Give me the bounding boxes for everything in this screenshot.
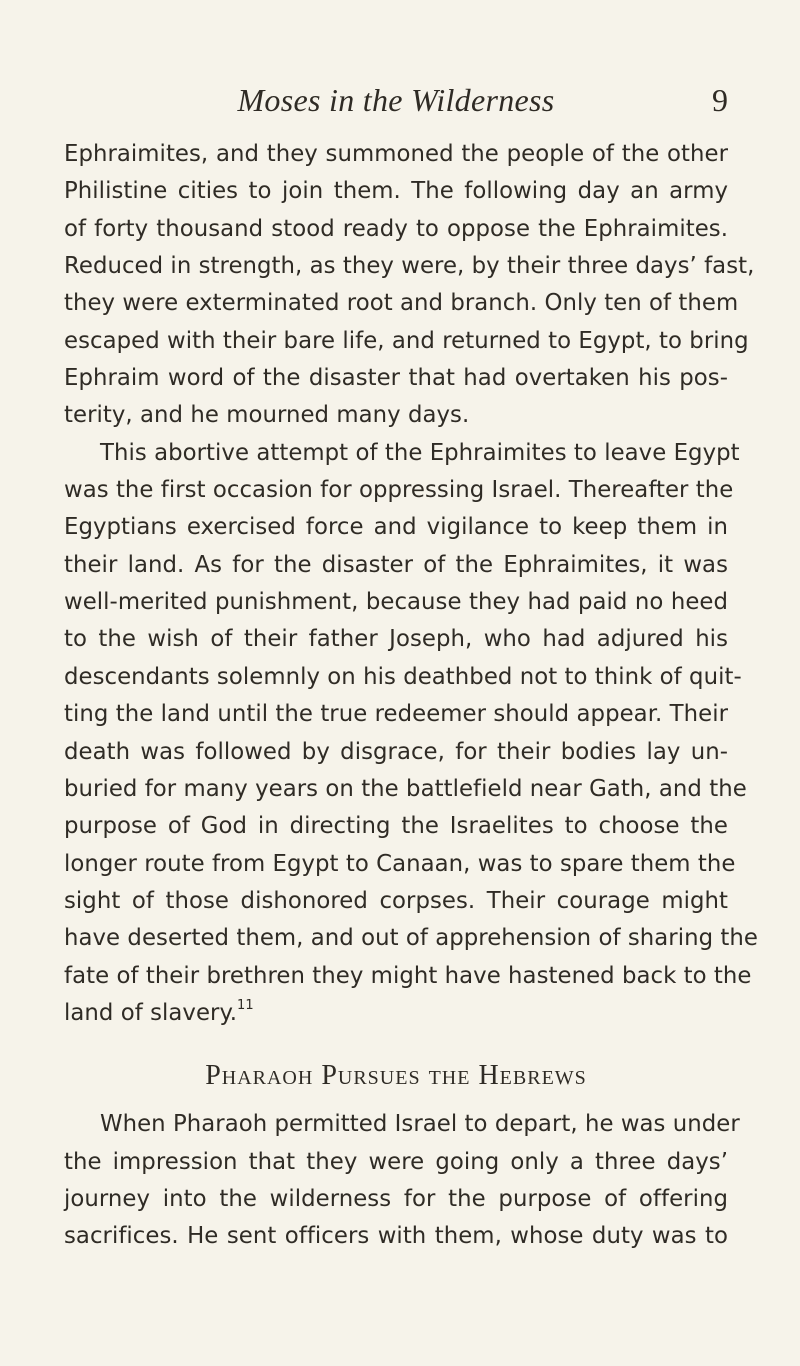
text-line: buried for many years on the battlefield near Gath, and the [64, 775, 747, 802]
text-line: well-merited punishment, because they had paid no heed [64, 589, 728, 616]
page-number: 9 [712, 82, 728, 118]
paragraph-3 [64, 1106, 740, 1255]
paragraph-2 [64, 435, 758, 1033]
text-line: Philistine cities to join them. The following day an army [64, 178, 728, 205]
text-line: fate of their brethren they might have hastened back to the [64, 962, 752, 989]
text-line: their land. As for the disaster of the Ephraimites, it was [64, 551, 728, 578]
paragraph-1 [64, 136, 755, 435]
text-line: This abortive attempt of the Ephraimites to leave Egypt [100, 439, 740, 466]
text-line: have deserted them, and out of apprehension of sharing the [64, 925, 758, 952]
text-line: death was followed by disgrace, for their bodies lay un- [64, 738, 728, 765]
running-head [64, 82, 728, 126]
section-heading: Pharaoh Pursues the Hebrews [205, 1060, 587, 1092]
running-title: Moses in the Wilderness [237, 82, 555, 118]
text-line: to the wish of their father Joseph, who had adjured his [64, 626, 728, 653]
text-line: the impression that they were going only a three days’ [64, 1148, 728, 1175]
text-line: of forty thousand stood ready to oppose the Ephraimites. [64, 215, 728, 242]
text-line: Egyptians exercised force and vigilance to keep them in [64, 514, 728, 541]
footnote-reference: 11 [237, 997, 254, 1013]
text-line: When Pharaoh permitted Israel to depart, he was under [100, 1111, 740, 1138]
text-line: Ephraim word of the disaster that had overtaken his pos- [64, 365, 728, 392]
text-line: land of slavery. [64, 999, 238, 1026]
book-page [64, 82, 758, 1256]
text-line: longer route from Egypt to Canaan, was to spare them the [64, 850, 736, 877]
text-line-with-footnote [64, 995, 728, 1032]
text-line: ting the land until the true redeemer should appear. Their [64, 701, 728, 728]
text-line: escaped with their bare life, and returned to Egypt, to bring [64, 327, 749, 354]
text-line: purpose of God in directing the Israelites to choose the [64, 813, 728, 840]
text-line: sight of those dishonored corpses. Their courage might [64, 887, 728, 914]
text-line: Reduced in strength, as they were, by their three days’ fast, [64, 253, 755, 280]
text-line: journey into the wilderness for the purpose of offering [64, 1185, 728, 1212]
text-line: Ephraimites, and they summoned the people of the other [64, 141, 728, 167]
text-line: was the first occasion for oppressing Israel. Thereafter the [64, 477, 734, 504]
text-line: they were exterminated root and branch. Only ten of them [64, 290, 739, 317]
text-line: terity, and he mourned many days. [64, 402, 470, 429]
text-line: descendants solemnly on his deathbed not to think of quit- [64, 663, 742, 690]
text-line: sacrifices. He sent officers with them, whose duty was to [64, 1223, 728, 1250]
